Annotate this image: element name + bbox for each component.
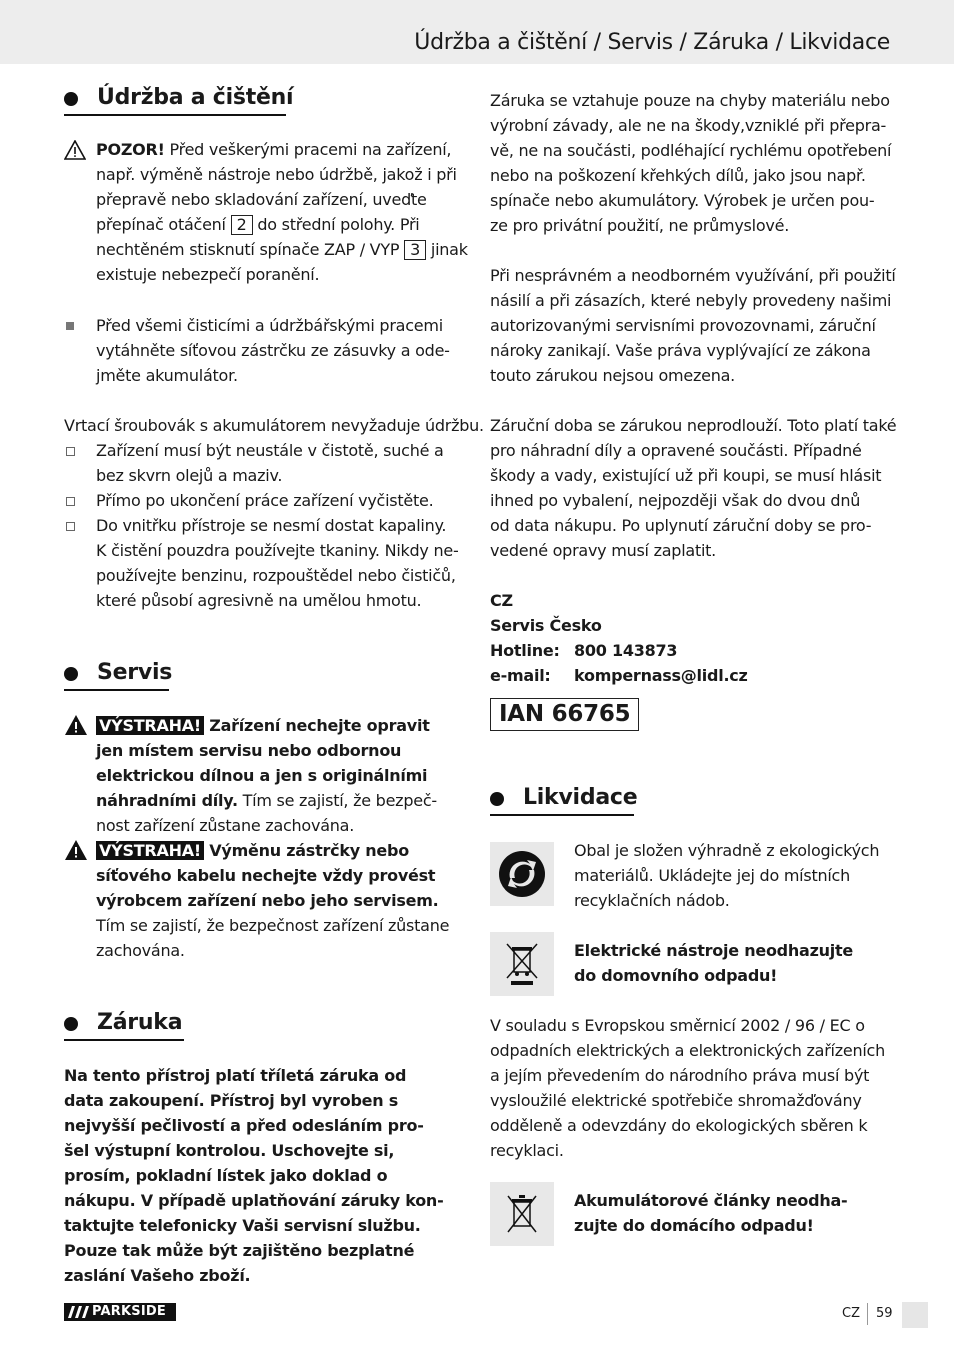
recycling-icon (490, 842, 554, 906)
warning-label: VÝSTRAHA! (96, 716, 204, 735)
part-number-box: 3 (404, 240, 426, 260)
footer-language: CZ (842, 1306, 860, 1321)
bullet-dot-icon (64, 92, 78, 106)
list-item: Zařízení musí být neustále v čistotě, suché a bez skvrn olejů a maziv. (96, 441, 444, 485)
maintenance-intro: Vrtací šroubovák s akumulátorem nevyžaduje údržbu. (64, 416, 484, 435)
battery-bin-icon (490, 1182, 554, 1246)
footer-tab (902, 1302, 928, 1328)
bullet-dot-icon (490, 792, 504, 806)
warning-plug: VÝSTRAHA! Výměnu zástrčky nebo síťového kabelu nechejte vždy provést výrobcem zařízení nebo jeho servisem. Tím se zajistí, že bezpečnost zařízení zůstane zachována. (96, 841, 450, 960)
list-item: Do vnitřku přístroje se nesmí dostat kapaliny. K čistění pouzdra používejte tkaniny. Nikdy ne- používejte benzinu, rozpouštědel nebo čističů, které působí agresivně na umělou hmotu. (96, 516, 459, 610)
crossed-bin-icon (490, 932, 554, 996)
warning-repair: VÝSTRAHA! Zařízení nechejte opravit jen místem servisu nebo odbornou elektrickou dílnou a jen s originálními náhradními díly. Tím se zajistí, že bezpeč- nost zařízení zůstane zachována. (96, 716, 437, 835)
bullet-unplug: Před všemi čisticími a údržbářskými pracemi vytáhněte síťovou zástrčku ze zásuvky a ode- jměte akumulátor. (96, 316, 450, 385)
bullet-dot-icon (64, 667, 78, 681)
email-link[interactable]: kompernass@lidl.cz (574, 666, 748, 685)
packaging-text: Obal je složen výhradně z ekologických materiálů. Ukládejte jej do místních recyklačních nádob. (574, 841, 880, 910)
warning-triangle-icon (64, 140, 86, 160)
warranty-period: Záruční doba se zárukou neprodlouží. Toto platí také pro náhradní díly a opravené součásti. Případné škody a vady, existující už při koupi, se musí hlásit ihned po vybalení, nejpozději však do dvou dnů od data nákupu. Po uplynutí záruční doby se pro- vedené opravy musí zaplatit. (490, 416, 897, 560)
warning-triangle-icon (64, 839, 88, 861)
service-contact: CZ Servis Česko Hotline: 800 143873 e-mail: kompernass@lidl.cz (490, 591, 748, 685)
hotline-number: 800 143873 (574, 641, 678, 660)
page-title: Údržba a čištění / Servis / Záruka / Likvidace (414, 30, 890, 55)
open-square-bullet-icon (66, 522, 75, 531)
weee-directive: V souladu s Evropskou směrnicí 2002 / 96 / EC o odpadních elektrických a elektronických zařízeních a jejím převedením do národního práva musí být vysloužilé elektrické spotřebiče shromažďovány odděleně a odevzdány do ekologických sběren k recyklaci. (490, 1016, 885, 1160)
parkside-logo: PARKSIDE (64, 1303, 176, 1321)
part-number-box: 2 (231, 215, 253, 235)
warranty-scope: Záruka se vztahuje pouze na chyby materiálu nebo výrobní závady, ale ne na škody,vzniklé při přepra- vě, ne na součásti, podléhající rychlému opotřebení nebo na poškození křehkých dílů, jako jsou např. spínače nebo akumulátory. Výrobek je určen pou- ze pro privátní použití, ne průmyslové. (490, 91, 892, 235)
list-item: Přímo po ukončení práce zařízení vyčistěte. (96, 491, 434, 510)
warning-label: VÝSTRAHA! (96, 841, 204, 860)
open-square-bullet-icon (66, 447, 75, 456)
page-number: 59 (876, 1306, 893, 1321)
warranty-misuse: Při nesprávném a neodborném využívání, při použití násilí a při zásazích, které nebyly provedeny našimi autorizovanými servisními provozovnami, záruční nároky zanikají. Vaše práva vyplývající ze zákona touto zárukou nejsou omezena. (490, 266, 896, 385)
bullet-dot-icon (64, 1017, 78, 1031)
logo-stripes-icon (68, 1306, 90, 1318)
left-column: Údržba a čištění POZOR! Před veškerými pracemi na zařízení, např. výměně nástroje nebo údržbě, jakož i při přepravě nebo skladování zařízení, uveďte přepínač otáčení 2 do střední polohy. Při nechtěném stisknutí spínače ZAP / VYP 3 jinak existuje nebezpečí poranění. Před všemi čisticími a údržbářskými pracemi vytáhněte síťovou zástrčku ze zásuvky a ode- jměte akumulátor. Vrtací šroubovák s akumulátorem nevyžaduje údržbu. Zařízení musí být neustále v čistotě, suché a bez skvrn olejů a maziv. Přímo po ukončení práce zařízení vyčistěte. Do vnitřku přístroje se nesmí dostat kapaliny. K čistění pouzdra používejte tkaniny. Nikdy ne- používejte benzinu, rozpouštědel nebo čističů, které působí agresivně na umělou hmotu. Servis VÝSTRAHA! Zařízení nechejte opravit jen místem servisu nebo odbornou elektrickou dílnou a jen s originálními náhradními díly. Tím se zajistí, že bezpeč- nost zařízení zůstane zachována. VÝSTRAHA! Výměnu zástrčky nebo síťového kabelu nechejte vždy provést výrobcem zařízení nebo jeho servisem. Tím se zajistí, že bezpečnost zařízení zůstane zachována. Záruka Na tento přístroj platí tříletá záruka od data zakoupení. Přístroj byl vyroben s nejvyšší pečlivostí a před odesláním pro- šel výstupní kontrolou. Uschovejte si, prosím, pokladní lístek jako doklad o nákupu. V případě uplatňování záruky kon- taktujte telefonicky Vaši servisní službu. Pouze tak může být zajištěno bezplatné zaslání Vašeho zboží. (64, 0, 466, 1354)
ian-number: IAN 66765 (490, 698, 639, 731)
warning-triangle-icon (64, 714, 88, 736)
open-square-bullet-icon (66, 497, 75, 506)
right-column: Záruka se vztahuje pouze na chyby materiálu nebo výrobní závady, ale ne na škody,vzniklé při přepra- vě, ne na součásti, podléhající rychlému opotřebení nebo na poškození křehkých dílů, jako jsou např. spínače nebo akumulátory. Výrobek je určen pou- ze pro privátní použití, ne průmyslové. Při nesprávném a neodborném využívání, při použití násilí a při zásazích, které nebyly provedeny našimi autorizovanými servisními provozovnami, záruční nároky zanikají. Vaše práva vyplývající ze zákona touto zárukou nejsou omezena. Záruční doba se zárukou neprodlouží. Toto platí také pro náhradní díly a opravené součásti. Případné škody a vady, existující už při koupi, se musí hlásit ihned po vybalení, nejpozději však do dvou dnů od data nákupu. Po uplynutí záruční doby se pro- vedené opravy musí zaplatit. CZ Servis Česko Hotline: 800 143873 e-mail: kompernass@lidl.cz IAN 66765 Likvidace Obal je složen výhradně z ekologických materiálů. Ukládejte jej do místních recyklačních nádob. Elektrické nástroje neodhazujte do domovního odpadu! V souladu s Evropskou směrnicí 2002 / 96 / EC o odpadních elektrických a elektronických zařízeních a jejím převedením do národního práva musí být vysloužilé elektrické spotřebiče shromažďovány odděleně a odevzdány do ekologických sběren k recyklaci. Akumulátorové články neodha- zujte do domácího odpadu! (490, 0, 894, 1354)
footer-divider (867, 1303, 868, 1325)
warranty-text: Na tento přístroj platí tříletá záruka od data zakoupení. Přístroj byl vyroben s nejvyšší pečlivostí a před odesláním pro- šel výstupní kontrolou. Uschovejte si, prosím, pokladní lístek jako doklad o nákupu. V případě uplatňování záruky kon- taktujte telefonicky Vaši servisní službu. Pouze tak může být zajištěno bezplatné zaslání Vašeho zboží. (64, 1066, 444, 1285)
square-bullet-icon (66, 322, 74, 330)
caution-text: POZOR! Před veškerými pracemi na zařízení, např. výměně nástroje nebo údržbě, jakož i při přepravě nebo skladování zařízení, uveďte přepínač otáčení 2 do střední polohy. Při nechtěném stisknutí spínače ZAP / VYP 3 jinak existuje nebezpečí poranění. (96, 140, 468, 284)
battery-disposal-warning: Akumulátorové články neodha- zujte do domácího odpadu! (574, 1191, 848, 1235)
electro-disposal-warning: Elektrické nástroje neodhazujte do domovního odpadu! (574, 941, 854, 985)
